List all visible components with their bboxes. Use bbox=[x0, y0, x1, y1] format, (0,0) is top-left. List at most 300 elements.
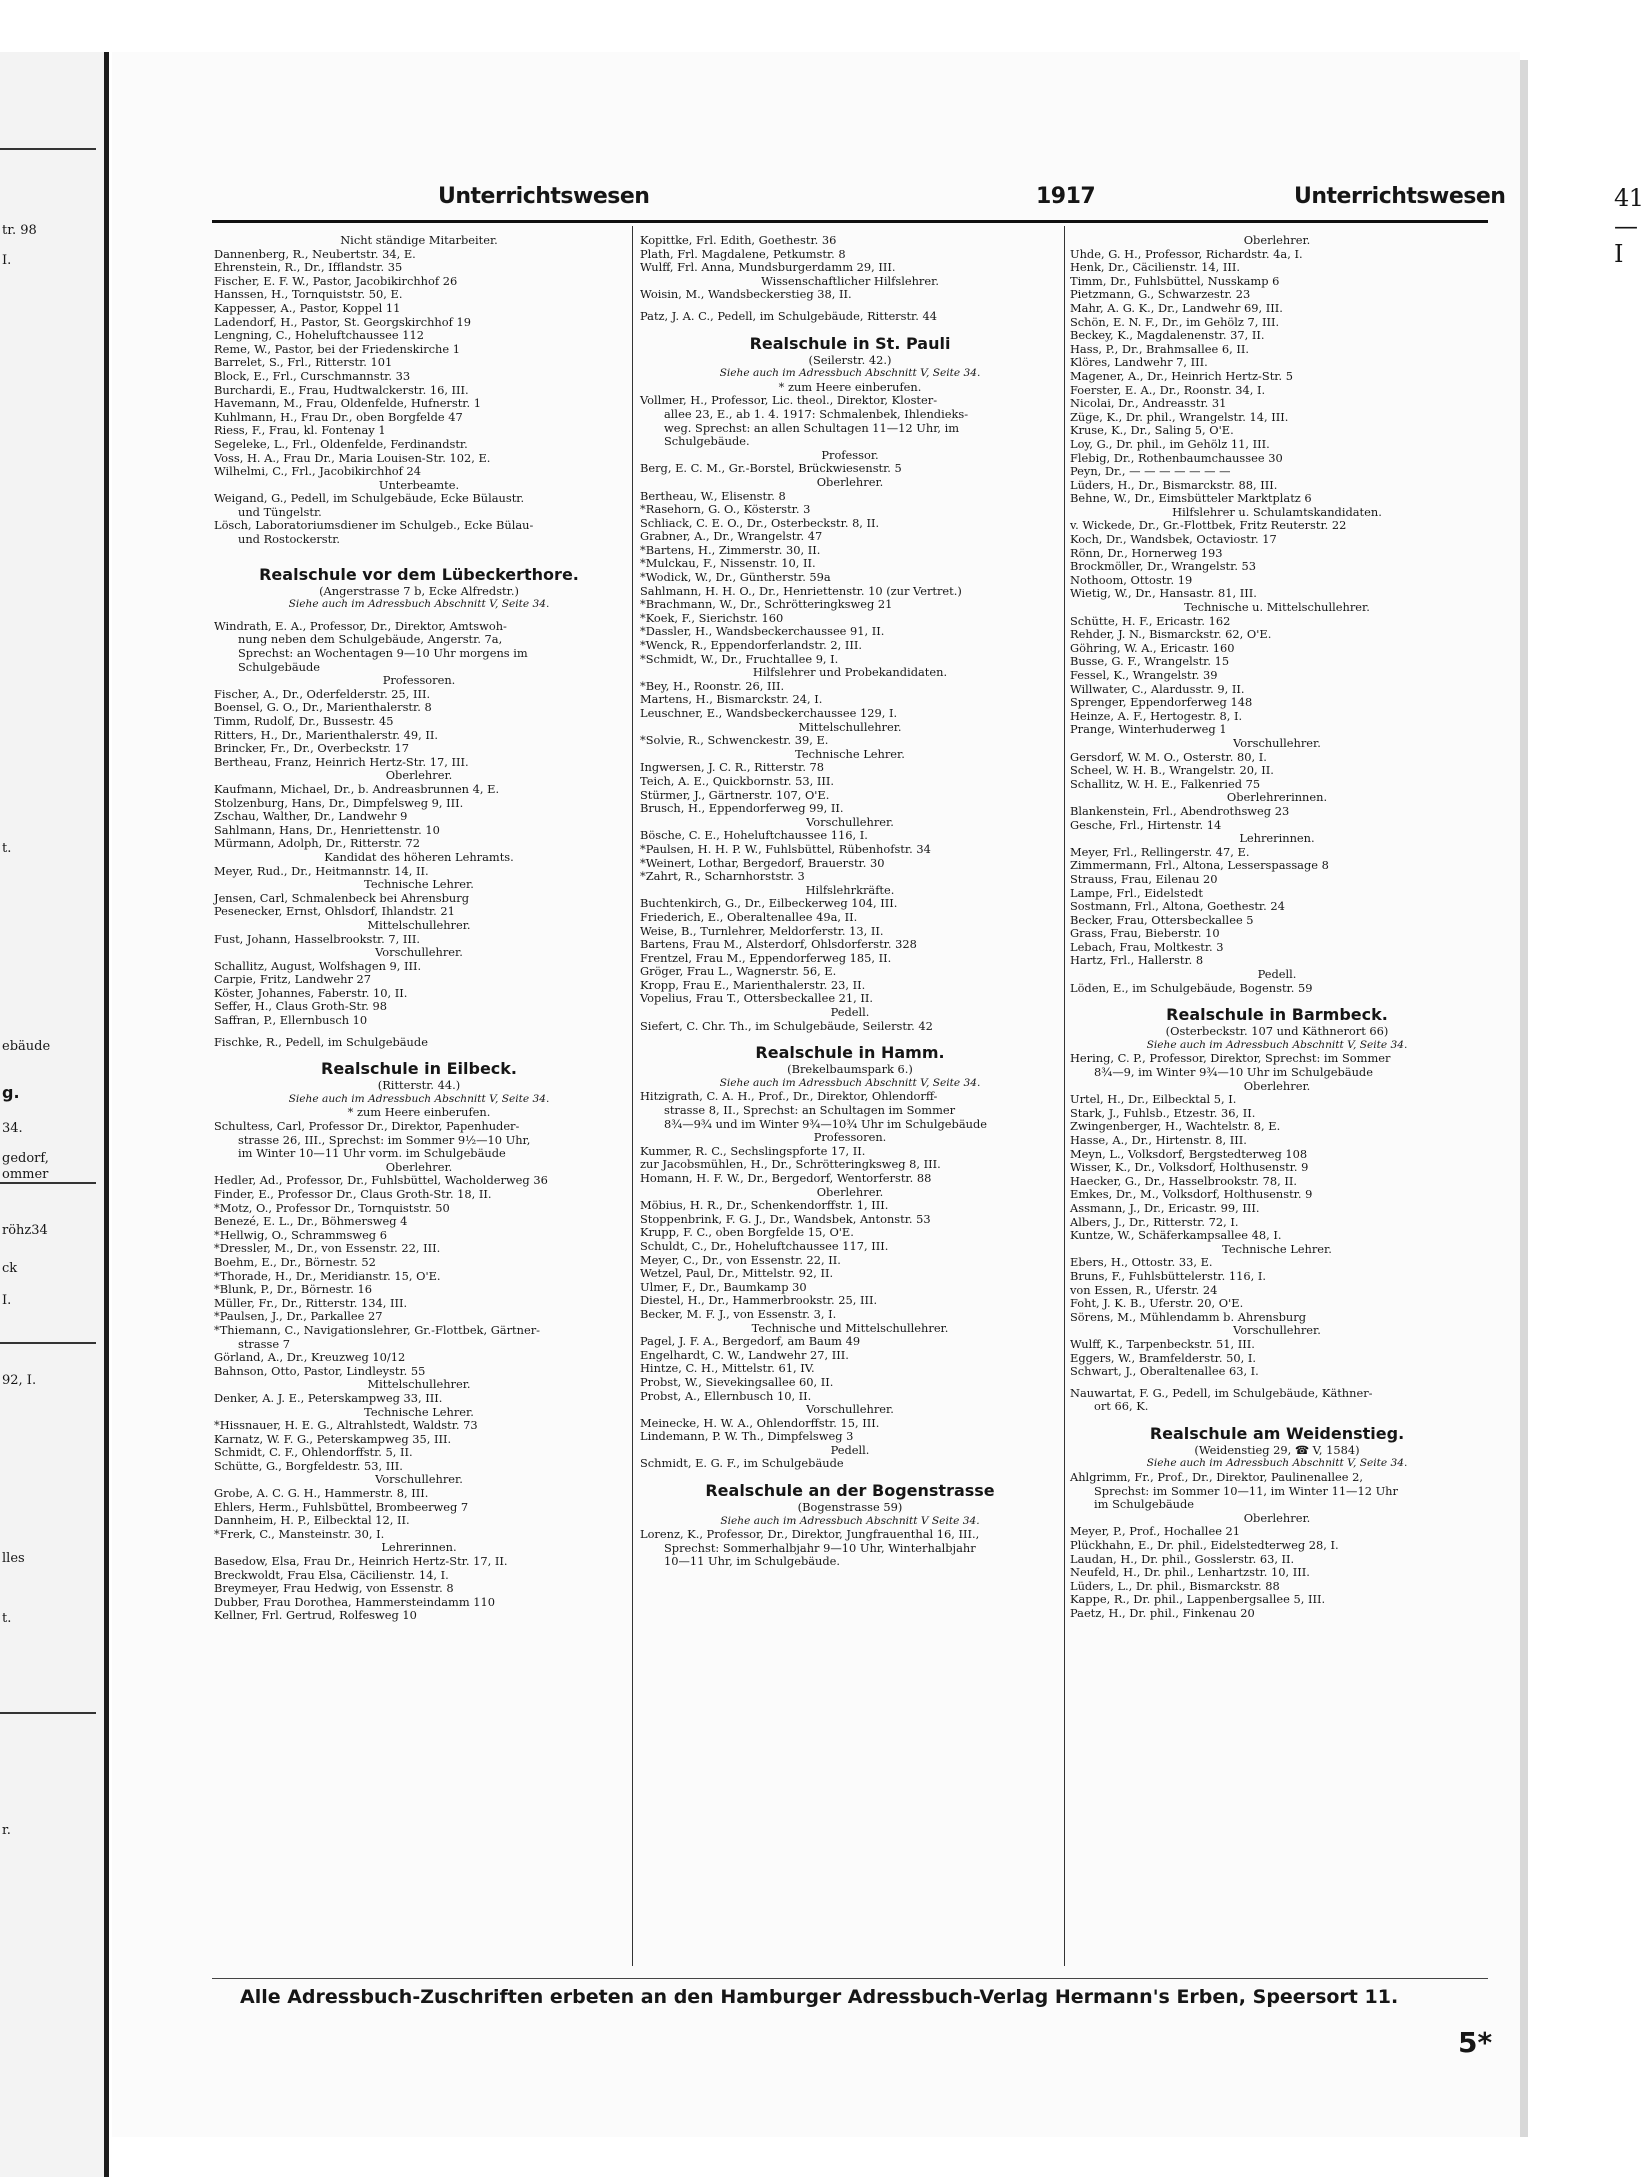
entry: Plath, Frl. Magdalene, Petkumstr. 8 bbox=[640, 246, 846, 261]
entry: Neufeld, H., Dr. phil., Lenhartzstr. 10, III. bbox=[1070, 1565, 1310, 1580]
entry: Martens, H., Bismarckstr. 24, I. bbox=[640, 692, 823, 707]
entry: Sahlmann, Hans, Dr., Henriettenstr. 10 bbox=[214, 822, 440, 837]
page-number: 41—I bbox=[1614, 184, 1644, 268]
entry: Probst, W., Sievekingsallee 60, II. bbox=[640, 1374, 834, 1389]
school-address: (Seilerstr. 42.) bbox=[808, 352, 892, 367]
entry: Prange, Winterhuderweg 1 bbox=[1070, 722, 1227, 737]
entry-continuation: Sprechst: im Sommer 10—11, im Winter 11—12 Uhr bbox=[1094, 1483, 1398, 1498]
entry: Ulmer, F., Dr., Baumkamp 30 bbox=[640, 1279, 807, 1294]
entry: *Motz, O., Professor Dr., Tornquiststr. 50 bbox=[214, 1200, 450, 1215]
entry: Brusch, H., Eppendorferweg 99, II. bbox=[640, 801, 844, 816]
section-heading: Professoren. bbox=[382, 673, 456, 688]
entry: *Frerk, C., Mansteinstr. 30, I. bbox=[214, 1526, 385, 1541]
entry: Grobe, A. C. G. H., Hammerstr. 8, III. bbox=[214, 1486, 429, 1501]
entry: Denker, A. J. E., Peterskampweg 33, III. bbox=[214, 1390, 443, 1405]
entry: Ahlgrimm, Fr., Prof., Dr., Direktor, Paulinenallee 2, bbox=[1070, 1470, 1363, 1485]
entry: Rehder, J. N., Bismarckstr. 62, O'E. bbox=[1070, 627, 1272, 642]
entry: Kappe, R., Dr. phil., Lappenbergsallee 5, III. bbox=[1070, 1592, 1326, 1607]
entry: Boehm, E., Dr., Börnestr. 52 bbox=[214, 1254, 376, 1269]
entry: Fischer, A., Dr., Oderfelderstr. 25, III. bbox=[214, 686, 431, 701]
entry: Havemann, M., Frau, Oldenfelde, Hufnerstr. 1 bbox=[214, 396, 481, 411]
section-heading: Vorschullehrer. bbox=[806, 1402, 894, 1417]
entry: Friederich, E., Oberaltenallee 49a, II. bbox=[640, 909, 858, 924]
edge-fragment: ebäude bbox=[2, 1039, 51, 1054]
column-right bbox=[1070, 234, 1484, 1966]
edge-rule bbox=[0, 1712, 96, 1714]
entry: Sostmann, Frl., Altona, Goethestr. 24 bbox=[1070, 899, 1285, 914]
section-heading: Technische Lehrer. bbox=[1222, 1241, 1332, 1256]
entry: *Wodick, W., Dr., Güntherstr. 59a bbox=[640, 570, 831, 585]
section-heading: Hilfslehrer und Probekandidaten. bbox=[752, 665, 948, 680]
entry: Göhring, W. A., Ericastr. 160 bbox=[1070, 640, 1235, 655]
entry: Seffer, H., Claus Groth-Str. 98 bbox=[214, 999, 388, 1014]
edge-rule bbox=[0, 1182, 96, 1184]
entry: Voss, H. A., Frau Dr., Maria Louisen-Str. 102, E. bbox=[214, 450, 491, 465]
entry: Mürmann, Adolph, Dr., Ritterstr. 72 bbox=[214, 836, 420, 851]
entry: Hasse, A., Dr., Hirtenstr. 8, III. bbox=[1070, 1133, 1247, 1147]
section-heading: Technische u. Mittelschullehrer. bbox=[1184, 600, 1370, 615]
entry: Reme, W., Pastor, bei der Friedenskirche 1 bbox=[214, 341, 460, 356]
section-heading: Vorschullehrer. bbox=[375, 945, 463, 960]
previous-page-edge bbox=[0, 52, 109, 2177]
entry-continuation: strasse 7 bbox=[238, 1336, 290, 1351]
entry: Meyer, Rud., Dr., Heitmannstr. 14, II. bbox=[214, 863, 429, 878]
entry: *Wenck, R., Eppendorferlandstr. 2, III. bbox=[640, 638, 863, 653]
entry: Fischer, E. F. W., Pastor, Jacobikirchhof 26 bbox=[214, 273, 458, 288]
entry: Breymeyer, Frau Hedwig, von Essenstr. 8 bbox=[214, 1581, 454, 1596]
entry: Ritters, H., Dr., Marienthalerstr. 49, II. bbox=[214, 727, 438, 742]
entry: Gröger, Frau L., Wagnerstr. 56, E. bbox=[640, 964, 837, 979]
section-heading: Oberlehrer. bbox=[816, 474, 884, 489]
entry: Stark, J., Fuhlsb., Etzestr. 36, II. bbox=[1070, 1105, 1256, 1120]
cross-reference: Siehe auch im Adressbuch Abschnitt V, Seite 34. bbox=[1146, 1457, 1408, 1470]
section-heading: Lehrerinnen. bbox=[381, 1540, 457, 1555]
entry: Dannheim, H. P., Eilbecktal 12, II. bbox=[214, 1513, 410, 1528]
entry-continuation: Sprechst: Sommerhalbjahr 9—10 Uhr, Winterhalbjahr bbox=[664, 1540, 976, 1555]
entry: Peyn, Dr., — — — — — — — bbox=[1070, 464, 1231, 479]
entry: Saffran, P., Ellernbusch 10 bbox=[214, 1013, 368, 1028]
section-heading: Vorschullehrer. bbox=[806, 814, 894, 829]
entry: Stolzenburg, Hans, Dr., Dimpfelsweg 9, III. bbox=[214, 795, 464, 810]
entry-continuation: ort 66, K. bbox=[1094, 1399, 1149, 1414]
entry: Zwingenberger, H., Wachtelstr. 8, E. bbox=[1070, 1119, 1281, 1134]
entry-continuation: Sprechst: an Wochentagen 9—10 Uhr morgens im bbox=[238, 646, 528, 661]
entry: Wilhelmi, C., Frl., Jacobikirchhof 24 bbox=[214, 464, 421, 479]
school-title: Realschule in Eilbeck. bbox=[321, 1059, 517, 1079]
entry: Wetzel, Paul, Dr., Mittelstr. 92, II. bbox=[640, 1266, 834, 1281]
section-heading: Technische Lehrer. bbox=[795, 746, 905, 761]
entry: v. Wickede, Dr., Gr.-Flottbek, Fritz Reuterstr. 22 bbox=[1070, 518, 1347, 533]
entry: Paetz, H., Dr. phil., Finkenau 20 bbox=[1070, 1606, 1255, 1620]
entry: Henk, Dr., Cäcilienstr. 14, III. bbox=[1070, 260, 1240, 275]
entry: Benezé, E. L., Dr., Böhmersweg 4 bbox=[214, 1214, 408, 1229]
section-heading: Technische und Mittelschullehrer. bbox=[751, 1320, 949, 1335]
entry: Bertheau, Franz, Heinrich Hertz-Str. 17, III. bbox=[214, 754, 469, 769]
column-left bbox=[214, 234, 624, 1966]
edge-fragment: g. bbox=[2, 1083, 20, 1102]
entry: Meinecke, H. W. A., Ohlendorffstr. 15, III. bbox=[640, 1415, 880, 1430]
entry: Sprenger, Eppendorferweg 148 bbox=[1070, 695, 1253, 710]
entry: Meyn, L., Volksdorf, Bergstedterweg 108 bbox=[1070, 1146, 1308, 1161]
column-middle bbox=[640, 234, 1060, 1966]
entry: Foerster, E. A., Dr., Roonstr. 34, I. bbox=[1070, 382, 1266, 397]
page-shadow bbox=[1520, 60, 1528, 2137]
entry: Patz, J. A. C., Pedell, im Schulgebäude, Ritterstr. 44 bbox=[640, 308, 937, 323]
entry: Becker, M. F. J., von Essenstr. 3, I. bbox=[640, 1306, 837, 1321]
entry: Koch, Dr., Wandsbek, Octaviostr. 17 bbox=[1070, 532, 1277, 547]
entry: Blankenstein, Frl., Abendrothsweg 23 bbox=[1070, 803, 1290, 818]
entry: Krupp, F. C., oben Borgfelde 15, O'E. bbox=[640, 1225, 854, 1240]
school-address: * zum Heere einberufen. bbox=[347, 1105, 491, 1120]
entry: *Mulckau, F., Nissenstr. 10, II. bbox=[640, 556, 816, 571]
entry: Schallitz, August, Wolfshagen 9, III. bbox=[214, 958, 422, 973]
entry: Willwater, C., Alardusstr. 9, II. bbox=[1070, 681, 1245, 696]
section-heading: Oberlehrer. bbox=[385, 1159, 453, 1174]
entry: Basedow, Elsa, Frau Dr., Heinrich Hertz-Str. 17, II. bbox=[214, 1554, 508, 1569]
entry: Rönn, Dr., Hornerweg 193 bbox=[1070, 545, 1223, 560]
entry: von Essen, R., Uferstr. 24 bbox=[1070, 1282, 1218, 1297]
entry: Nothoom, Ottostr. 19 bbox=[1070, 572, 1193, 587]
entry: *Thiemann, C., Navigationslehrer, Gr.-Flottbek, Gärtner- bbox=[214, 1322, 540, 1337]
header-rule bbox=[212, 220, 1488, 223]
entry-continuation: allee 23, E., ab 1. 4. 1917: Schmalenbek, Ihlendieks- bbox=[664, 406, 969, 421]
school-title: Realschule in Hamm. bbox=[755, 1043, 945, 1063]
entry: Dannenberg, R., Neubertstr. 34, E. bbox=[214, 246, 416, 261]
edge-rule bbox=[0, 1342, 96, 1344]
entry: Wulff, K., Tarpenbeckstr. 51, III. bbox=[1070, 1336, 1255, 1351]
section-heading: Oberlehrer. bbox=[1243, 1510, 1311, 1525]
entry: Schuldt, C., Dr., Hoheluftchaussee 117, III. bbox=[640, 1238, 889, 1253]
entry: Buchtenkirch, G., Dr., Eilbeckerweg 104, III. bbox=[640, 896, 898, 911]
entry: Hedler, Ad., Professor, Dr., Fuhlsbüttel, Wacholderweg 36 bbox=[214, 1173, 548, 1188]
entry: Magener, A., Dr., Heinrich Hertz-Str. 5 bbox=[1070, 368, 1293, 383]
entry: Vollmer, H., Professor, Lic. theol., Direktor, Kloster- bbox=[640, 393, 938, 408]
entry: Laudan, H., Dr. phil., Gosslerstr. 63, II. bbox=[1070, 1551, 1295, 1566]
entry-continuation: strasse 26, III., Sprechst: im Sommer 9½—10 Uhr, bbox=[238, 1132, 531, 1147]
edge-fragment: 34. bbox=[2, 1121, 23, 1136]
entry: Klöres, Landwehr 7, III. bbox=[1070, 355, 1208, 370]
entry: Brincker, Fr., Dr., Overbeckstr. 17 bbox=[214, 741, 410, 756]
entry: Karnatz, W. F. G., Peterskampweg 35, III. bbox=[214, 1431, 452, 1446]
entry: Lindemann, P. W. Th., Dimpfelsweg 3 bbox=[640, 1429, 854, 1444]
entry: *Weinert, Lothar, Bergedorf, Brauerstr. 30 bbox=[640, 855, 885, 870]
entry: Diestel, H., Dr., Hammerbrookstr. 25, III. bbox=[640, 1293, 878, 1308]
school-address: (Weidenstieg 29, ☎ V, 1584) bbox=[1194, 1442, 1360, 1457]
entry: Berg, E. C. M., Gr.-Borstel, Brückwiesenstr. 5 bbox=[640, 461, 902, 476]
entry: Löden, E., im Schulgebäude, Bogenstr. 59 bbox=[1070, 980, 1313, 995]
entry-continuation: Schulgebäude bbox=[238, 659, 320, 674]
running-head-right: Unterrichtswesen bbox=[1294, 184, 1506, 209]
entry: Gesche, Frl., Hirtenstr. 14 bbox=[1070, 817, 1222, 832]
school-title: Realschule in Barmbeck. bbox=[1166, 1005, 1388, 1025]
school-title: Realschule an der Bogenstrasse bbox=[705, 1481, 995, 1501]
entry: Ladendorf, H., Pastor, St. Georgskirchhof 19 bbox=[214, 314, 471, 329]
entry: Schallitz, W. H. E., Falkenried 75 bbox=[1070, 776, 1261, 791]
entry: Scheel, W. H. B., Wrangelstr. 20, II. bbox=[1070, 763, 1274, 778]
edge-fragment: lles bbox=[2, 1551, 25, 1566]
section-heading: Oberlehrer. bbox=[816, 1184, 884, 1199]
entry: Nicolai, Dr., Andreasstr. 31 bbox=[1070, 396, 1227, 411]
entry: Bartens, Frau M., Alsterdorf, Ohlsdorferstr. 328 bbox=[640, 937, 917, 952]
section-heading: Vorschullehrer. bbox=[1233, 1323, 1321, 1338]
edge-fragment: t. bbox=[2, 1611, 12, 1626]
cross-reference: Siehe auch im Adressbuch Abschnitt V, Seite 34. bbox=[719, 1076, 981, 1089]
school-title: Realschule in St. Pauli bbox=[749, 333, 951, 353]
publisher-footer: Alle Adressbuch-Zuschriften erbeten an den Hamburger Adressbuch-Verlag Hermann's Erben, Speersort 11. bbox=[240, 1986, 1399, 2008]
entry: Haecker, G., Dr., Hasselbrookstr. 78, II. bbox=[1070, 1173, 1298, 1188]
entry: Block, E., Frl., Curschmannstr. 33 bbox=[214, 368, 411, 383]
entry: Heinze, A. F., Hertogestr. 8, I. bbox=[1070, 708, 1243, 723]
school-address: (Osterbeckstr. 107 und Käthnerort 66) bbox=[1165, 1024, 1389, 1039]
section-heading: Oberlehrer. bbox=[385, 768, 453, 783]
school-title: Realschule am Weidenstieg. bbox=[1149, 1423, 1405, 1443]
entry: Wietig, W., Dr., Hansastr. 81, III. bbox=[1070, 586, 1257, 601]
entry: Kellner, Frl. Gertrud, Rolfesweg 10 bbox=[214, 1608, 417, 1623]
entry: Eggers, W., Bramfelderstr. 50, I. bbox=[1070, 1350, 1256, 1365]
edge-rule bbox=[0, 148, 96, 150]
entry: Bruns, F., Fuhlsbüttelerstr. 116, I. bbox=[1070, 1268, 1266, 1283]
entry: Wulff, Frl. Anna, Mundsburgerdamm 29, III. bbox=[640, 260, 896, 275]
entry: Sahlmann, H. H. O., Dr., Henriettenstr. 10 (zur Vertret.) bbox=[640, 583, 962, 598]
school-address: (Brekelbaumspark 6.) bbox=[787, 1062, 913, 1077]
section-heading: Kandidat des höheren Lehramts. bbox=[324, 849, 514, 864]
entry: Bahnson, Otto, Pastor, Lindleystr. 55 bbox=[214, 1363, 426, 1378]
section-heading: Lehrerinnen. bbox=[1239, 831, 1315, 846]
entry: *Paulsen, H. H. P. W., Fuhlsbüttel, Rübenhofstr. 34 bbox=[640, 841, 931, 856]
entry: Riess, F., Frau, kl. Fontenay 1 bbox=[214, 423, 386, 438]
entry: Pietzmann, G., Schwarzestr. 23 bbox=[1070, 287, 1251, 302]
entry: Schultess, Carl, Professor Dr., Direktor, Papenhuder- bbox=[214, 1119, 520, 1134]
entry: Segeleke, L., Frl., Oldenfelde, Ferdinandstr. bbox=[214, 436, 468, 451]
entry: Engelhardt, C. W., Landwehr 27, III. bbox=[640, 1347, 849, 1362]
running-head-year: 1917 bbox=[1036, 184, 1096, 209]
entry: *Hissnauer, H. E. G., Altrahlstedt, Waldstr. 73 bbox=[214, 1418, 478, 1433]
cross-reference: Siehe auch im Adressbuch Abschnitt V, Seite 34. bbox=[719, 367, 981, 380]
entry: Busse, G. F., Wrangelstr. 15 bbox=[1070, 654, 1230, 669]
entry: Hass, P., Dr., Brahmsallee 6, II. bbox=[1070, 341, 1249, 356]
entry: Windrath, E. A., Professor, Dr., Direktor, Amtswoh- bbox=[214, 618, 507, 633]
entry: Urtel, H., Dr., Eilbecktal 5, I. bbox=[1070, 1092, 1237, 1107]
entry: Burchardi, E., Frau, Hudtwalckerstr. 16, III. bbox=[214, 382, 469, 397]
entry: Lengning, C., Hoheluftchaussee 112 bbox=[214, 328, 424, 343]
entry: Leuschner, E., Wandsbeckerchaussee 129, I. bbox=[640, 706, 898, 720]
entry: Ehrenstein, R., Dr., Ifflandstr. 35 bbox=[214, 260, 403, 275]
entry: Mahr, A. G. K., Dr., Landwehr 69, III. bbox=[1070, 300, 1283, 315]
entry: Fust, Johann, Hasselbrookstr. 7, III. bbox=[214, 931, 420, 946]
edge-fragment: gedorf, bbox=[2, 1151, 49, 1166]
entry: Schliack, C. E. O., Dr., Osterbeckstr. 8, II. bbox=[640, 515, 880, 530]
entry: Breckwoldt, Frau Elsa, Cäcilienstr. 14, I. bbox=[214, 1567, 449, 1582]
entry: Kappesser, A., Pastor, Koppel 11 bbox=[214, 300, 401, 315]
entry: Stoppenbrink, F. G. J., Dr., Wandsbek, Antonstr. 53 bbox=[640, 1211, 931, 1226]
entry: Meyer, C., Dr., von Essenstr. 22, II. bbox=[640, 1252, 841, 1267]
entry: Weise, B., Turnlehrer, Meldorferstr. 13, II. bbox=[640, 923, 884, 938]
cross-reference: Siehe auch im Adressbuch Abschnitt V, Seite 34. bbox=[288, 598, 550, 611]
section-heading: Mittelschullehrer. bbox=[367, 917, 471, 932]
entry: Dubber, Frau Dorothea, Hammersteindamm 110 bbox=[214, 1594, 496, 1609]
entry: Loy, G., Dr. phil., im Gehölz 11, III. bbox=[1070, 436, 1270, 451]
entry: Zimmermann, Frl., Altona, Lesserspassage 8 bbox=[1070, 858, 1329, 873]
section-heading: Pedell. bbox=[1257, 967, 1297, 982]
section-heading: Vorschullehrer. bbox=[1233, 735, 1321, 750]
entry: Schütte, H. F., Ericastr. 162 bbox=[1070, 613, 1231, 628]
entry: Barrelet, S., Frl., Ritterstr. 101 bbox=[214, 355, 393, 370]
edge-fragment: ck bbox=[2, 1261, 18, 1276]
column-divider bbox=[632, 226, 633, 1966]
entry: *Bartens, H., Zimmerstr. 30, II. bbox=[640, 542, 821, 557]
entry: Fischke, R., Pedell, im Schulgebäude bbox=[214, 1034, 428, 1049]
entry: Schütte, G., Borgfeldestr. 53, III. bbox=[214, 1458, 403, 1473]
section-heading: Unterbeamte. bbox=[378, 477, 460, 492]
entry: Köster, Johannes, Faberstr. 10, II. bbox=[214, 985, 408, 1000]
entry: Nauwartat, F. G., Pedell, im Schulgebäude, Käthner- bbox=[1070, 1385, 1373, 1400]
school-address: (Bogenstrasse 59) bbox=[797, 1500, 903, 1515]
section-heading: Oberlehrer. bbox=[1243, 233, 1311, 247]
section-heading: Professoren. bbox=[813, 1130, 887, 1145]
entry: Kopittke, Frl. Edith, Goethestr. 36 bbox=[640, 233, 837, 247]
entry: Lüders, L., Dr. phil., Bismarckstr. 88 bbox=[1070, 1578, 1280, 1593]
entry: Lebach, Frau, Moltkestr. 3 bbox=[1070, 939, 1224, 954]
edge-fragment: t. bbox=[2, 841, 12, 856]
entry: Beckey, K., Magdalenenstr. 37, II. bbox=[1070, 328, 1265, 343]
entry: Lorenz, K., Professor, Dr., Direktor, Jungfrauenthal 16, III., bbox=[640, 1527, 980, 1542]
entry: Teich, A. E., Quickbornstr. 53, III. bbox=[640, 773, 834, 788]
entry: Fessel, K., Wrangelstr. 39 bbox=[1070, 668, 1218, 682]
section-heading: Oberlehrer. bbox=[1243, 1078, 1311, 1093]
sheet-signature: 5* bbox=[1458, 2026, 1493, 2059]
section-heading: Pedell. bbox=[830, 1442, 870, 1457]
entry: Albers, J., Dr., Ritterstr. 72, I. bbox=[1070, 1214, 1239, 1229]
entry: Züge, K., Dr. phil., Wrangelstr. 14, III. bbox=[1070, 409, 1289, 424]
entry: *Blunk, P., Dr., Börnestr. 16 bbox=[214, 1282, 373, 1297]
entry: Hanssen, H., Tornquiststr. 50, E. bbox=[214, 287, 403, 302]
entry: Ehlers, Herm., Fuhlsbüttel, Brombeerweg 7 bbox=[214, 1499, 469, 1514]
cross-reference: Siehe auch im Adressbuch Abschnitt V, Seite 34. bbox=[288, 1092, 550, 1105]
entry-continuation: Schulgebäude. bbox=[664, 434, 750, 449]
entry: Brockmöller, Dr., Wrangelstr. 53 bbox=[1070, 559, 1257, 574]
section-heading: Vorschullehrer. bbox=[375, 1472, 463, 1487]
entry: Lampe, Frl., Eidelstedt bbox=[1070, 885, 1203, 900]
entry: Sörens, M., Mühlendamm b. Ahrensburg bbox=[1070, 1309, 1306, 1324]
school-title: Realschule vor dem Lübeckerthore. bbox=[259, 564, 579, 584]
entry: Assmann, J., Dr., Ericastr. 99, III. bbox=[1070, 1200, 1260, 1215]
cross-reference: Siehe auch im Adressbuch Abschnitt V Seite 34. bbox=[720, 1514, 980, 1527]
entry-continuation: im Schulgebäude bbox=[1094, 1497, 1195, 1512]
entry: Kruse, K., Dr., Saling 5, O'E. bbox=[1070, 423, 1234, 438]
entry-continuation: strasse 8, II., Sprechst: an Schultagen im Sommer bbox=[664, 1103, 956, 1118]
column-divider bbox=[1064, 226, 1065, 1966]
entry: Zschau, Walther, Dr., Landwehr 9 bbox=[214, 809, 408, 824]
entry: Schwart, J., Oberaltenallee 63, I. bbox=[1070, 1364, 1259, 1379]
entry: Görland, A., Dr., Kreuzweg 10/12 bbox=[214, 1350, 406, 1365]
school-address: * zum Heere einberufen. bbox=[778, 379, 922, 394]
entry: Lüders, H., Dr., Bismarckstr. 88, III. bbox=[1070, 477, 1278, 492]
section-heading: Pedell. bbox=[830, 1005, 870, 1020]
entry: Emkes, Dr., M., Volksdorf, Holthusenstr. 9 bbox=[1070, 1187, 1313, 1202]
section-heading: Technische Lehrer. bbox=[364, 877, 474, 892]
footer-rule bbox=[212, 1978, 1488, 1979]
entry: Grabner, A., Dr., Wrangelstr. 47 bbox=[640, 529, 823, 544]
entry: Lösch, Laboratoriumsdiener im Schulgeb., Ecke Bülau- bbox=[214, 518, 534, 533]
entry: Becker, Frau, Ottersbeckallee 5 bbox=[1070, 912, 1254, 927]
entry-continuation: weg. Sprechst: an allen Schultagen 11—12 Uhr, im bbox=[664, 420, 960, 435]
entry: *Hellwig, O., Schrammsweg 6 bbox=[214, 1227, 387, 1242]
section-heading: Mittelschullehrer. bbox=[367, 1377, 471, 1392]
entry: Kropp, Frau E., Marienthalerstr. 23, II. bbox=[640, 977, 866, 992]
running-head-left: Unterrichtswesen bbox=[438, 184, 650, 209]
entry: Uhde, G. H., Professor, Richardstr. 4a, I. bbox=[1070, 246, 1303, 261]
edge-fragment: 92, I. bbox=[2, 1373, 37, 1388]
edge-fragment: I. bbox=[2, 1293, 12, 1308]
entry: Hitzigrath, C. A. H., Prof., Dr., Direktor, Ohlendorff- bbox=[640, 1089, 938, 1104]
entry: Meyer, Frl., Rellingerstr. 47, E. bbox=[1070, 844, 1250, 859]
entry: Ebers, H., Ottostr. 33, E. bbox=[1070, 1255, 1213, 1270]
entry: Schmidt, C. F., Ohlendorffstr. 5, II. bbox=[214, 1445, 413, 1460]
entry: Meyer, P., Prof., Hochallee 21 bbox=[1070, 1524, 1241, 1539]
entry: Homann, H. F. W., Dr., Bergedorf, Wentorferstr. 88 bbox=[640, 1171, 932, 1185]
entry: Pagel, J. F. A., Bergedorf, am Baum 49 bbox=[640, 1334, 861, 1349]
entry: Möbius, H. R., Dr., Schenkendorffstr. 1, III. bbox=[640, 1198, 889, 1213]
entry: *Zahrt, R., Scharnhorststr. 3 bbox=[640, 869, 805, 884]
entry: Bertheau, W., Elisenstr. 8 bbox=[640, 488, 786, 503]
entry: *Dassler, H., Wandsbeckerchaussee 91, II. bbox=[640, 624, 885, 639]
edge-fragment: tr. 98 bbox=[2, 223, 37, 238]
edge-fragment: I. bbox=[2, 253, 12, 268]
school-address: (Ritterstr. 44.) bbox=[377, 1078, 461, 1093]
entry: Boensel, G. O., Dr., Marienthalerstr. 8 bbox=[214, 700, 432, 715]
entry: Bösche, C. E., Hoheluftchaussee 116, I. bbox=[640, 828, 868, 843]
entry: *Solvie, R., Schwenckestr. 39, E. bbox=[640, 733, 829, 748]
entry: Behne, W., Dr., Eimsbütteler Marktplatz 6 bbox=[1070, 491, 1312, 506]
entry: Hartz, Frl., Hallerstr. 8 bbox=[1070, 953, 1204, 968]
entry: zur Jacobsmühlen, H., Dr., Schrötteringksweg 8, III. bbox=[640, 1157, 941, 1172]
entry-continuation: und Rostockerstr. bbox=[238, 532, 341, 547]
section-heading: Oberlehrerinnen. bbox=[1226, 790, 1328, 805]
entry-continuation: 8¾—9, im Winter 9¾—10 Uhr im Schulgebäude bbox=[1094, 1065, 1373, 1080]
spacer bbox=[214, 547, 624, 555]
entry: Wisser, K., Dr., Volksdorf, Holthusenstr. 9 bbox=[1070, 1160, 1309, 1175]
entry: Kummer, R. C., Sechslingspforte 17, II. bbox=[640, 1143, 866, 1158]
entry: Finder, E., Professor Dr., Claus Groth-Str. 18, II. bbox=[214, 1187, 492, 1201]
edge-fragment: ommer bbox=[2, 1167, 49, 1182]
entry-continuation: und Tüngelstr. bbox=[238, 504, 322, 519]
entry: Müller, Fr., Dr., Ritterstr. 134, III. bbox=[214, 1295, 408, 1310]
entry: Schmidt, E. G. F., im Schulgebäude bbox=[640, 1456, 844, 1471]
entry-continuation: im Winter 10—11 Uhr vorm. im Schulgebäude bbox=[238, 1146, 506, 1161]
entry: Timm, Dr., Fuhlsbüttel, Nusskamp 6 bbox=[1070, 273, 1280, 288]
entry-continuation: 10—11 Uhr, im Schulgebäude. bbox=[664, 1554, 841, 1569]
entry: Stürmer, J., Gärtnerstr. 107, O'E. bbox=[640, 787, 830, 802]
entry: Kuhlmann, H., Frau Dr., oben Borgfelde 47 bbox=[214, 409, 463, 424]
entry: Frentzel, Frau M., Eppendorferweg 185, II. bbox=[640, 950, 892, 965]
entry: Gersdorf, W. M. O., Osterstr. 80, I. bbox=[1070, 749, 1267, 764]
section-heading: Hilfslehrkräfte. bbox=[805, 882, 895, 897]
entry: *Thorade, H., Dr., Meridianstr. 15, O'E. bbox=[214, 1268, 441, 1283]
section-heading: Mittelschullehrer. bbox=[798, 719, 902, 734]
edge-fragment: r. bbox=[2, 1823, 11, 1838]
entry: Kuntze, W., Schäferkampsallee 48, I. bbox=[1070, 1228, 1282, 1243]
entry: Hintze, C. H., Mittelstr. 61, IV. bbox=[640, 1361, 815, 1376]
entry: Hering, C. P., Professor, Direktor, Sprechst: im Sommer bbox=[1070, 1051, 1391, 1066]
entry: Probst, A., Ellernbusch 10, II. bbox=[640, 1388, 812, 1403]
entry: Plückhahn, E., Dr. phil., Eidelstedterweg 28, I. bbox=[1070, 1538, 1339, 1553]
section-heading: Hilfslehrer u. Schulamtskandidaten. bbox=[1172, 504, 1382, 519]
entry: Kaufmann, Michael, Dr., b. Andreasbrunnen 4, E. bbox=[214, 781, 500, 796]
entry: *Koek, F., Sierichstr. 160 bbox=[640, 610, 784, 625]
edge-fragment: röhz34 bbox=[2, 1223, 48, 1238]
entry: Flebig, Dr., Rothenbaumchaussee 30 bbox=[1070, 450, 1283, 465]
section-heading: Nicht ständige Mitarbeiter. bbox=[340, 233, 498, 247]
